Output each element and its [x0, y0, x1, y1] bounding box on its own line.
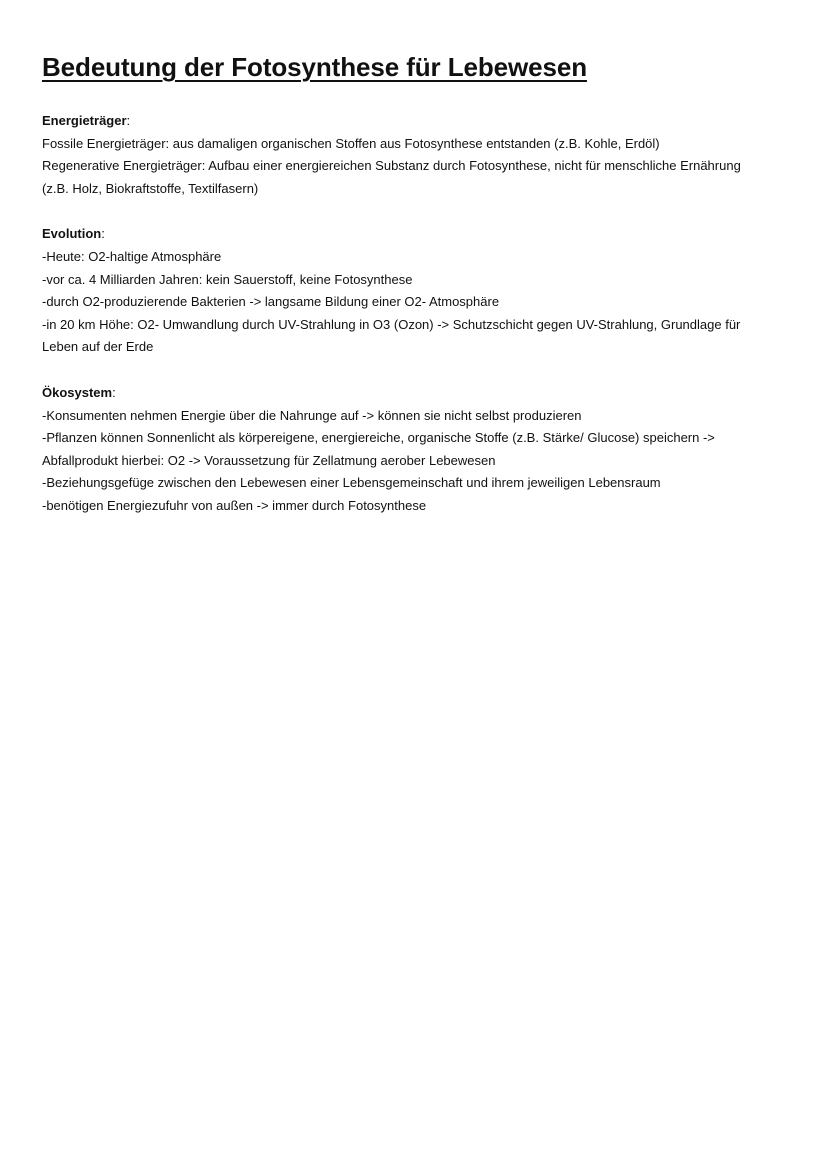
text-line: -vor ca. 4 Milliarden Jahren: kein Sauerstoff, keine Fotosynthese	[42, 271, 413, 287]
section-heading-text: Energieträger	[42, 113, 127, 128]
section-heading	[42, 110, 787, 133]
section-heading-text: Ökosystem	[42, 384, 113, 400]
text-line: -durch O2-produzierende Bakterien -> langsame Bildung einer O2- Atmosphäre	[42, 294, 500, 310]
section-evolution	[42, 223, 787, 359]
text-line: Fossile Energieträger: aus damaligen organischen Stoffen aus Fotosynthese entstanden (z.B. Kohle, Erdöl)	[42, 135, 660, 151]
section-heading-colon: :	[101, 226, 105, 242]
section-heading-colon: :	[112, 384, 116, 400]
text-line: (z.B. Holz, Biokraftstoffe, Textilfasern)	[42, 180, 259, 196]
text-line: Abfallprodukt hierbei: O2 -> Voraussetzung für Zellatmung aerober Lebewesen	[42, 452, 496, 468]
section-heading-colon: :	[126, 113, 131, 128]
section-heading-text: Evolution	[42, 226, 102, 242]
text-line: -in 20 km Höhe: O2- Umwandlung durch UV-Strahlung in O3 (Ozon) -> Schutzschicht gegen UV-Strahlung, Grundlage für	[42, 316, 741, 332]
text-line: -Pflanzen können Sonnenlicht als körpereigene, energiereiche, organische Stoffe (z.B. Stärke/ Glucose) speichern ->	[42, 430, 715, 446]
text-line: -Heute: O2-haltige Atmosphäre	[42, 248, 222, 264]
text-line: -benötigen Energiezufuhr von außen -> immer durch Fotosynthese	[42, 497, 427, 513]
text-line: Regenerative Energieträger: Aufbau einer energiereichen Substanz durch Fotosynthese, nicht für menschliche Ernährung	[42, 158, 741, 174]
section-heading	[42, 382, 787, 405]
page-title: Bedeutung der Fotosynthese für Lebewesen	[42, 52, 587, 82]
text-line: Leben auf der Erde	[42, 339, 154, 355]
text-line: -Konsumenten nehmen Energie über die Nahrunge auf -> können sie nicht selbst produzieren	[42, 407, 582, 423]
section-heading	[42, 223, 787, 246]
document-page	[42, 49, 787, 518]
section-energietraeger	[42, 110, 787, 200]
section-oekosystem	[42, 382, 787, 518]
text-line: -Beziehungsgefüge zwischen den Lebewesen einer Lebensgemeinschaft und ihrem jeweiligen Lebensraum	[42, 475, 661, 491]
